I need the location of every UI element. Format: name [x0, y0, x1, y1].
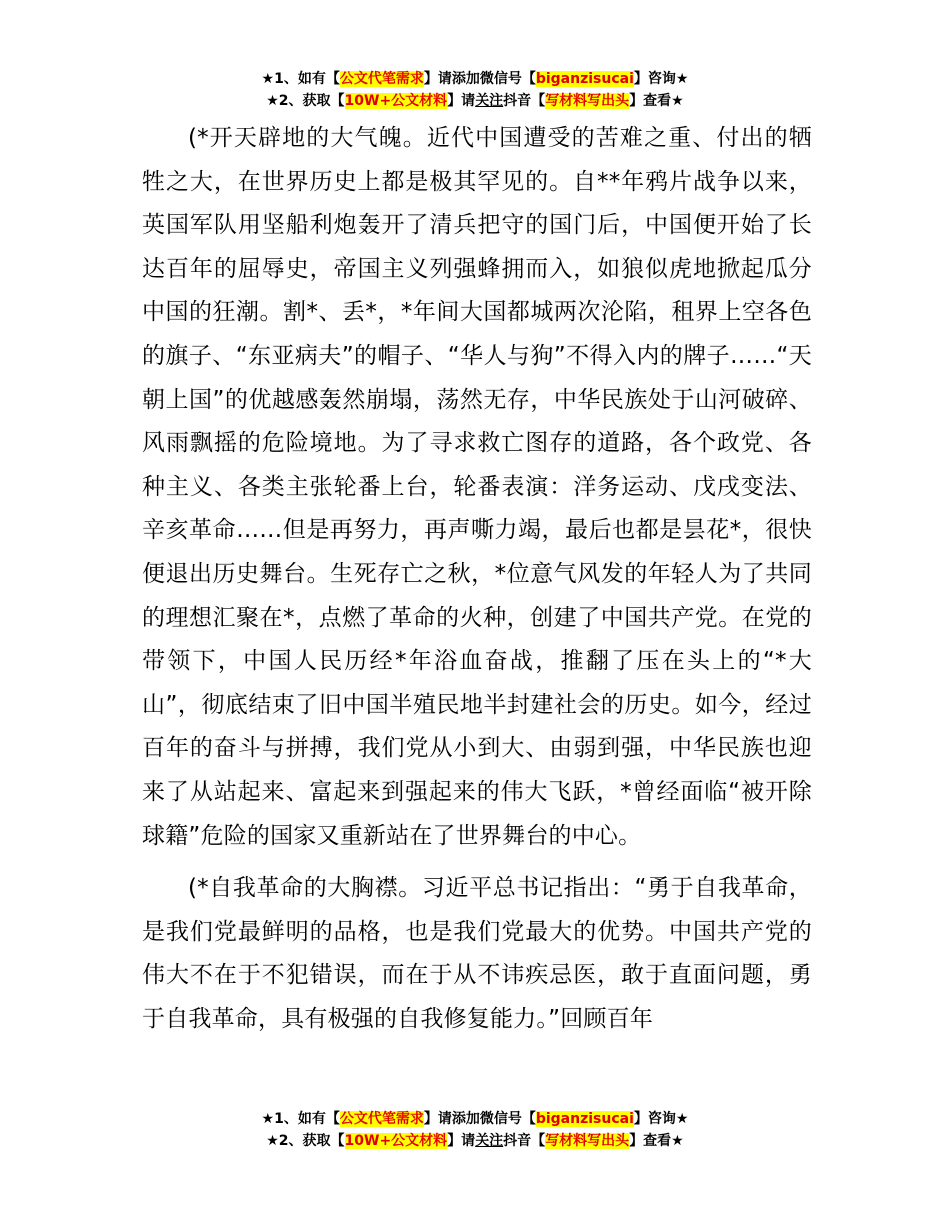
banner-highlight-materials: 10W+公文材料 — [344, 1133, 448, 1149]
footer-banner-line-2 — [0, 1130, 950, 1152]
banner-text: 】请 — [447, 93, 476, 109]
footer-banner-line-1 — [0, 1108, 950, 1130]
banner-highlight-wechat-id: biganzisucai — [535, 71, 634, 87]
banner-highlight-wechat-id: biganzisucai — [535, 1111, 634, 1127]
banner-text: ★1、如有【 — [261, 1111, 340, 1127]
footer-banner — [0, 1108, 950, 1152]
banner-text: ★1、如有【 — [261, 71, 340, 87]
paragraph-1: (*开天辟地的大气魄。近代中国遭受的苦难之重、付出的牺牲之大，在世界历史上都是极其罕见的。自**年鸦片战争以来，英国军队用坚船利炮轰开了清兵把守的国门后，中国便开始了长达百年的屈辱史，帝国主义列强蜂拥而入，如狼似虎地掀起瓜分中国的狂潮。割*、丢*，*年间大国都城两次沦陷，租界上空各色的旗子、“东亚病夫”的帽子、“华人与狗”不得入内的牌子……“天朝上国”的优越感轰然崩塌，荡然无存，中华民族处于山河破碎、风雨飘摇的危险境地。为了寻求救亡图存的道路，各个政党、各种主义、各类主张轮番上台，轮番表演：洋务运动、戊戌变法、辛亥革命……但是再努力，再声嘶力竭，最后也都是昙花*，很快便退出历史舞台。生死存亡之秋，*位意气风发的年轻人为了共同的理想汇聚在*，点燃了革命的火种，创建了中国共产党。在党的带领下，中国人民历经*年浴血奋战，推翻了压在头上的“*大山”，彻底结束了旧中国半殖民地半封建社会的历史。如今，经过百年的奋斗与拼搏，我们党从小到大、由弱到强，中华民族也迎来了从站起来、富起来到强起来的伟大飞跃，*曾经面临“被开除球籍”危险的国家又重新站在了世界舞台的中心。 — [142, 125, 812, 849]
document-body — [142, 117, 812, 1041]
paragraph-2: (*自我革命的大胸襟。习近平总书记指出：“勇于自我革命，是我们党最鲜明的品格，也是我们党最大的优势。中国共产党的伟大不在于不犯错误，而在于从不讳疾忌医，敢于直面问题，勇于自我革命，具有极强的自我修复能力。”回顾百年 — [142, 875, 812, 1032]
banner-text: 抖音【 — [503, 93, 546, 109]
banner-highlight-service: 公文代笔需求 — [339, 71, 424, 87]
banner-highlight-materials: 10W+公文材料 — [344, 93, 448, 109]
banner-text: 】查看★ — [629, 93, 684, 109]
banner-text: ★2、获取【 — [266, 1133, 345, 1149]
banner-text: 】请 — [447, 1133, 476, 1149]
header-banner-line-2 — [0, 90, 950, 112]
banner-text: 】查看★ — [629, 1133, 684, 1149]
header-banner — [0, 68, 950, 112]
banner-text: 】请添加微信号【 — [423, 71, 536, 87]
banner-text: 】请添加微信号【 — [423, 1111, 536, 1127]
banner-highlight-account: 写材料写出头 — [545, 93, 630, 109]
banner-highlight-service: 公文代笔需求 — [339, 1111, 424, 1127]
banner-text: 抖音【 — [503, 1133, 546, 1149]
header-banner-line-1 — [0, 68, 950, 90]
banner-underlined-follow: 关注 — [475, 1133, 504, 1149]
banner-text: ★2、获取【 — [266, 93, 345, 109]
banner-underlined-follow: 关注 — [475, 93, 504, 109]
banner-text: 】咨询★ — [633, 1111, 689, 1127]
banner-text: 】咨询★ — [633, 71, 689, 87]
banner-highlight-account: 写材料写出头 — [545, 1133, 630, 1149]
